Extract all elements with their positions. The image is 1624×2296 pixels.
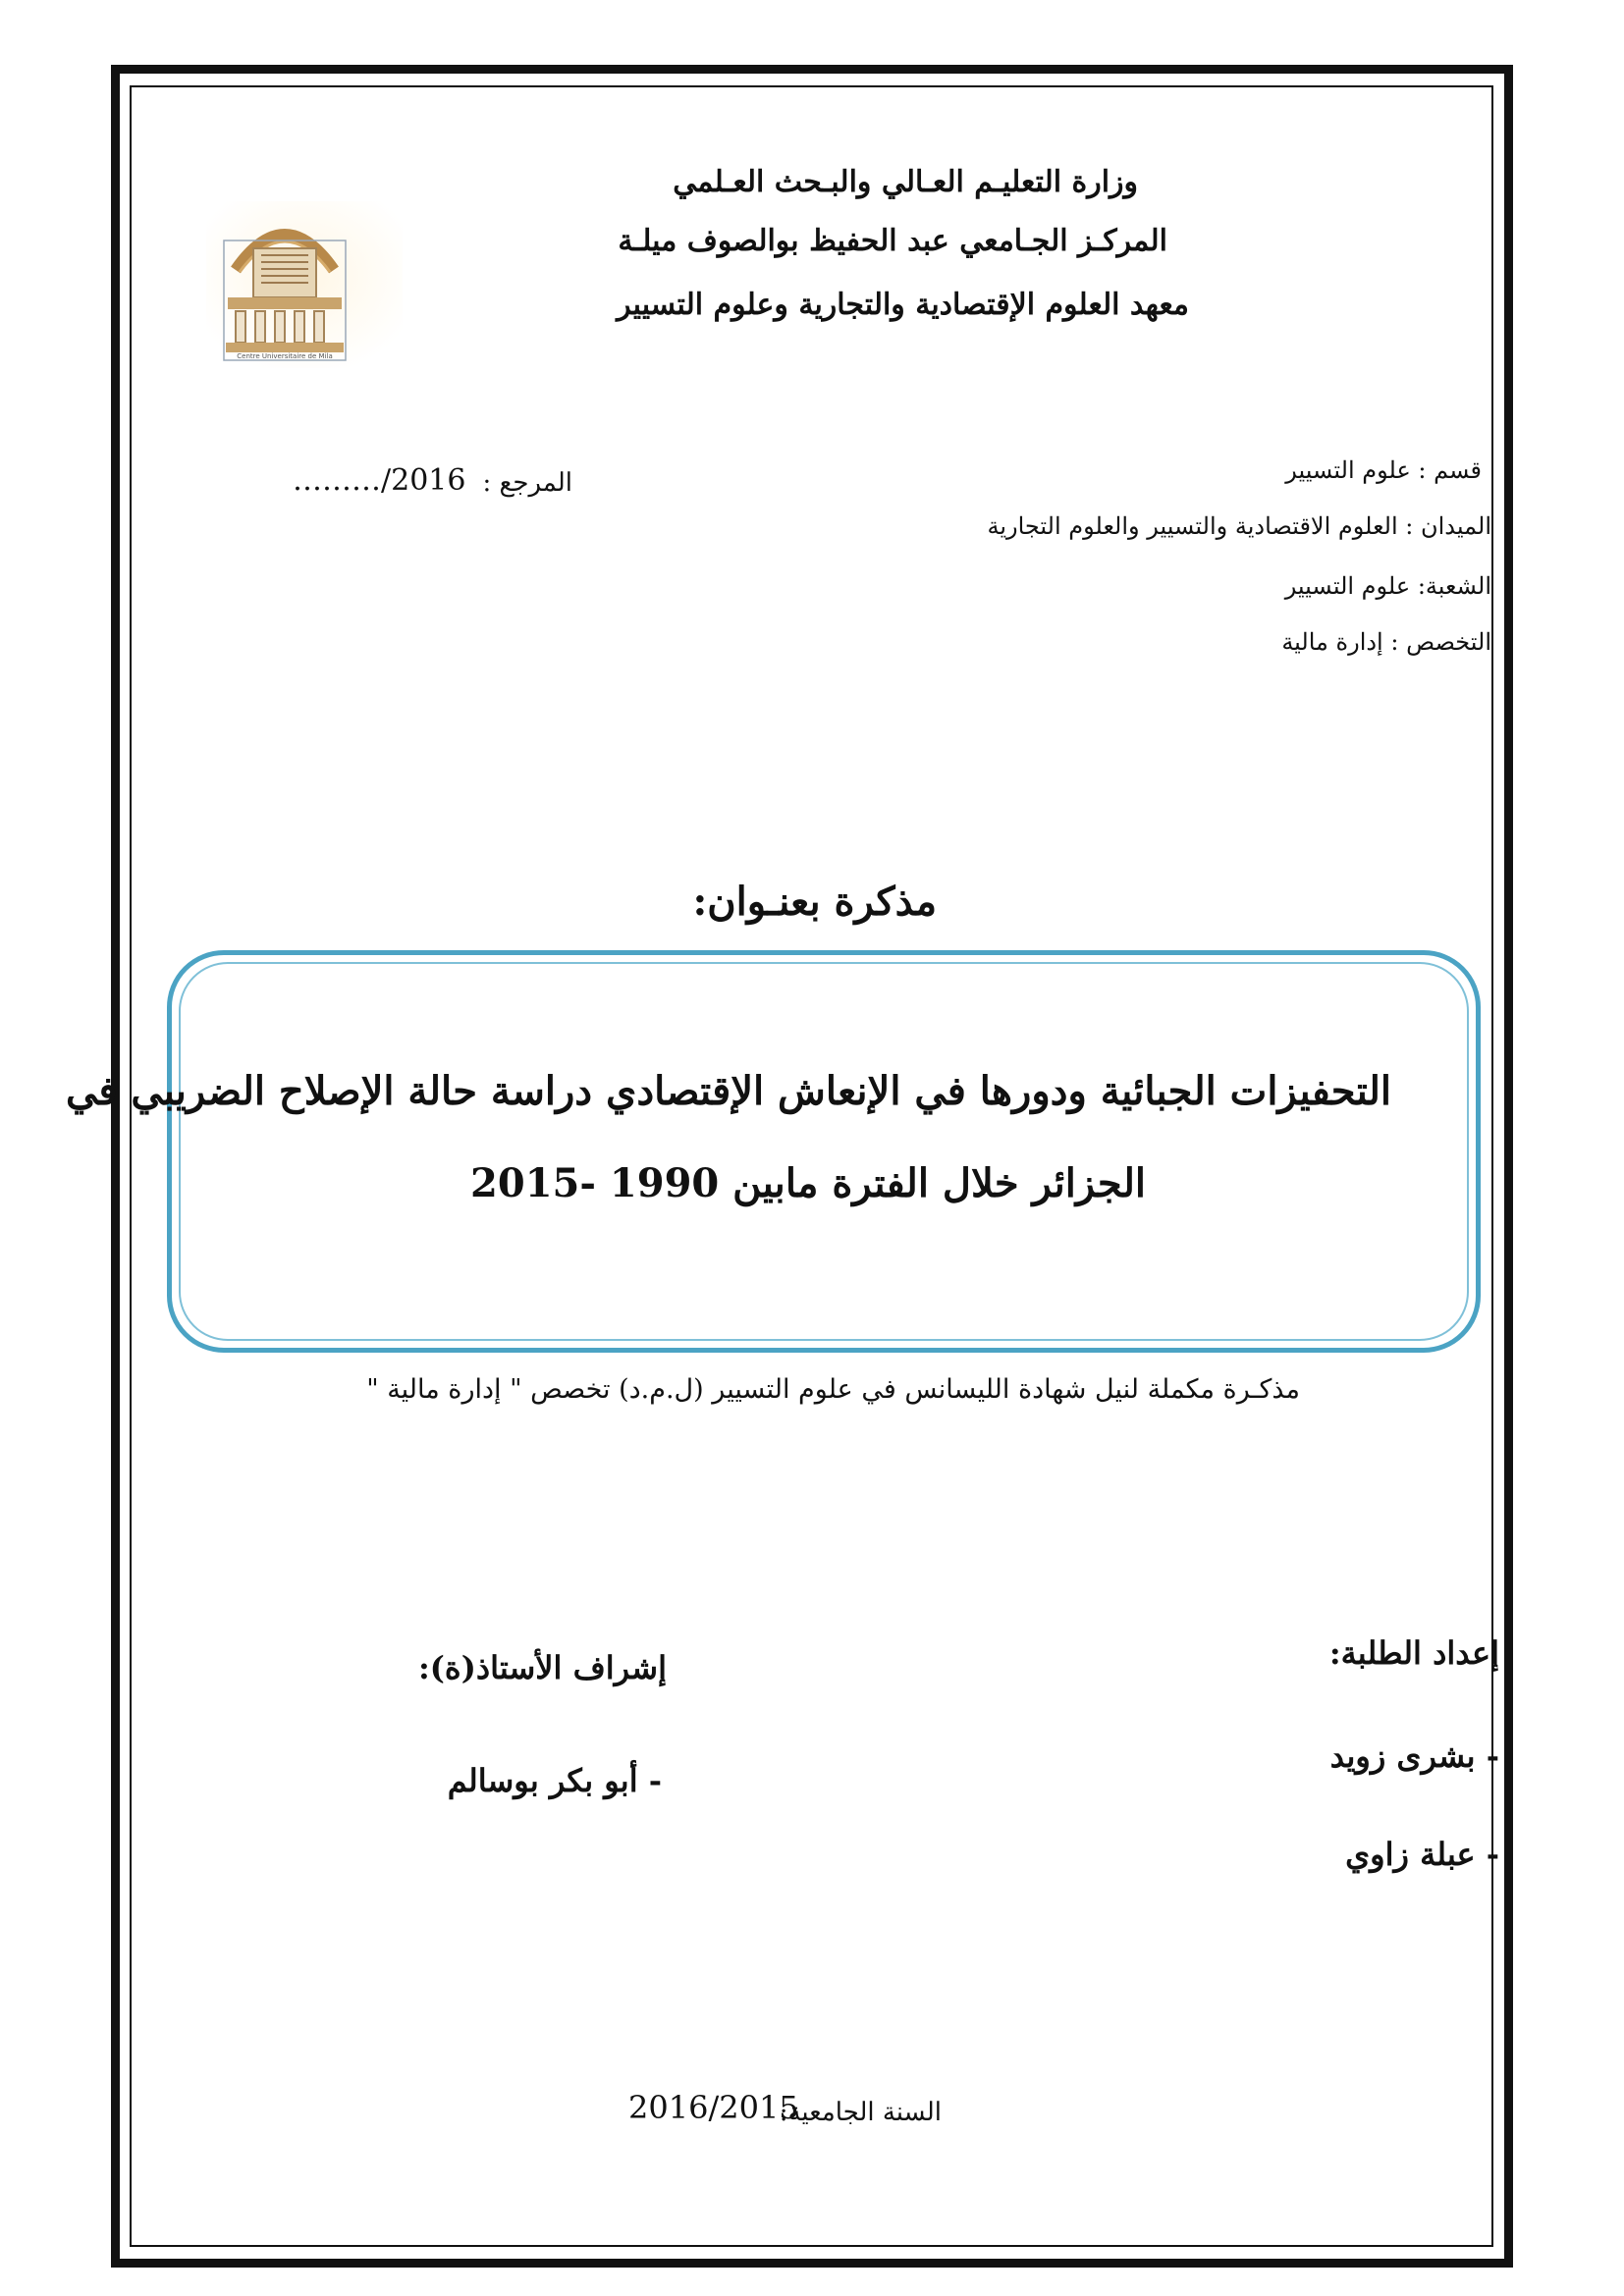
students-heading: إعداد الطلبة: — [1328, 1634, 1499, 1672]
ministry-name: وزارة التعليـم العـالي والبـحث العـلمي — [673, 165, 1138, 199]
memo-heading: مذكرة بعنـوان: — [692, 879, 937, 925]
branch-line: الشعبة: علوم التسيير — [1284, 572, 1491, 600]
university-logo-icon — [206, 201, 403, 368]
student-name: - بشرى زويد — [1329, 1737, 1499, 1775]
reference-label: المرجع : — [482, 468, 572, 498]
university-center-name: المركـز الجـامعي عبد الحفيظ بوالصوف ميلـة — [618, 224, 1167, 258]
specialty-line: التخصص : إدارة مالية — [1281, 628, 1491, 656]
title-line-2: الجزائر خلال الفترة مابين 1990 -2015 — [470, 1160, 1146, 1206]
field-line: الميدان : العلوم الاقتصادية والتسيير والعلوم التجارية — [987, 512, 1491, 540]
institute-name: معهد العلوم الإقتصادية والتجارية وعلوم التسيير — [617, 288, 1189, 322]
student-name: - عبلة زاوي — [1345, 1836, 1499, 1873]
degree-statement: مذكـرة مكملة لنيل شهادة الليسانس في علوم التسيير (ل.م.د) تخصص " إدارة مالية " — [366, 1374, 1300, 1405]
supervisor-heading: إشراف الأستاذ(ة): — [417, 1649, 667, 1686]
title-box-inner — [179, 962, 1469, 1341]
academic-year-label: السنة الجامعية: — [779, 2098, 942, 2127]
title-line-1: التحفيزات الجبائية ودورها في الإنعاش الإقتصادي دراسة حالة الإصلاح الضريبي في — [66, 1068, 1391, 1114]
academic-year-value: 2016/2015 — [628, 2089, 799, 2126]
supervisor-name: - أبو بكر بوسالم — [447, 1762, 662, 1799]
department-line: قسم : علوم التسيير — [1285, 456, 1482, 484]
logo-caption: Centre Universitaire de Mila — [237, 352, 333, 360]
reference-value: ………/2016 — [293, 463, 466, 498]
